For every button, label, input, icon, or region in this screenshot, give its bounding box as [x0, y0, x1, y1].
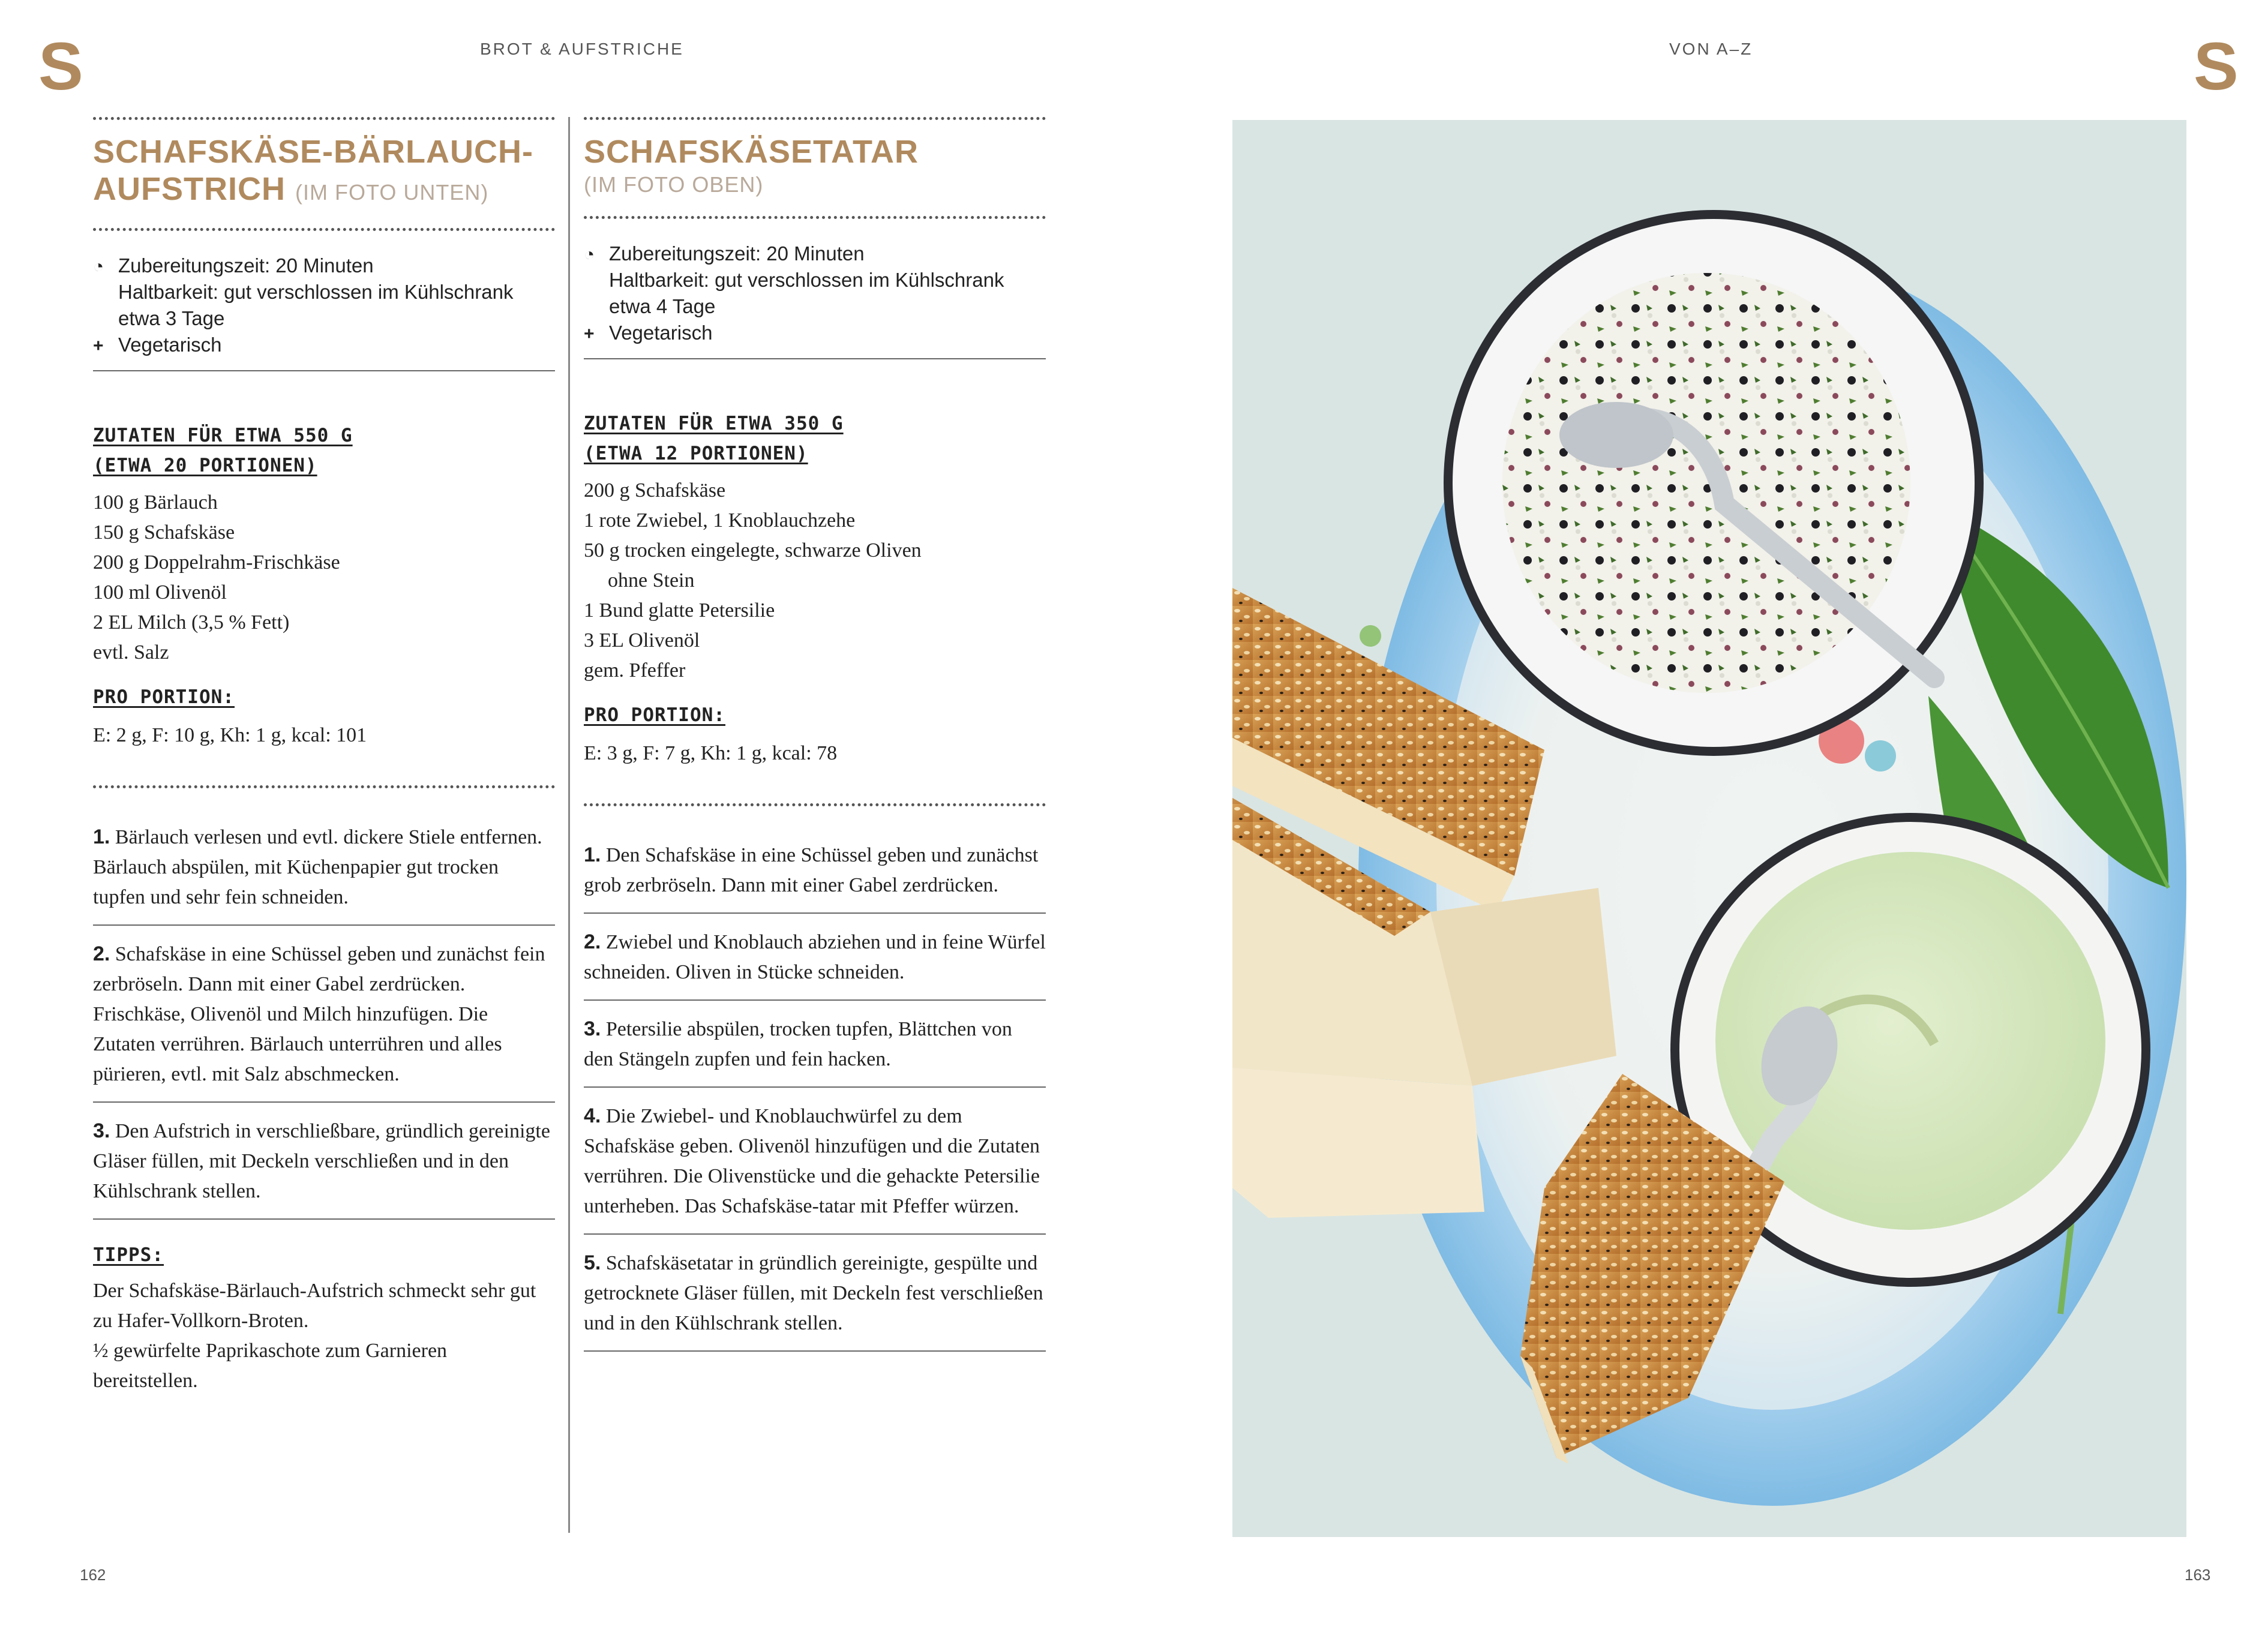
- page-number: 162: [80, 1566, 106, 1584]
- section-letter: S: [38, 29, 83, 104]
- nutrition: E: 2 g, F: 10 g, Kh: 1 g, kcal: 101: [93, 724, 367, 746]
- list-item: 100 ml Olivenöl: [93, 581, 227, 604]
- portion-heading: PRO PORTION:: [584, 704, 725, 726]
- divider-dotted: [584, 117, 1046, 120]
- food-photo-illustration: [1232, 120, 2186, 1537]
- column-separator: [568, 117, 570, 1533]
- title-note: (IM FOTO UNTEN): [295, 180, 489, 205]
- recipe-meta: ◔ Zubereitungszeit: 20 Minuten Haltbarkeit: gut verschlossen im Kühlschrank etwa 4 Tage + Vegetarisch: [584, 241, 1046, 346]
- running-head: BROT & AUFSTRICHE: [480, 40, 684, 58]
- tips-heading: TIPPS:: [93, 1244, 164, 1266]
- tips-text: Der Schafskäse-Bärlauch-Aufstrich schmeckt sehr gut zu Hafer-Vollkorn-Broten. ½ gewürfelte Paprikaschote zum Garnieren bereitstellen.: [93, 1280, 536, 1392]
- nutrition: E: 3 g, F: 7 g, Kh: 1 g, kcal: 78: [584, 742, 838, 764]
- divider-dotted: [93, 117, 555, 120]
- list-item: 3 EL Olivenöl: [584, 629, 700, 652]
- step: 2. Zwiebel und Knoblauch abziehen und in feine Würfel schneiden. Oliven in Stücke schneiden.: [584, 930, 1046, 983]
- plus-icon: +: [93, 336, 104, 356]
- divider: [584, 1350, 1046, 1352]
- section-letter: S: [2194, 29, 2239, 104]
- step: 5. Schafskäsetatar in gründlich gereinigte, gespülte und getrocknete Gläser füllen, mit Deckeln fest verschließen und in den Kühlschrank stellen.: [584, 1251, 1043, 1334]
- recipe-schafskaese-baerlauch: [93, 117, 555, 1396]
- list-item: ohne Stein: [608, 569, 695, 592]
- recipe-title: SCHAFSKÄSETATAR (IM FOTO OBEN): [584, 133, 1046, 199]
- page-number: 163: [2185, 1566, 2211, 1584]
- list-item: 200 g Schafskäse: [584, 479, 726, 502]
- list-item: 200 g Doppelrahm-Frischkäse: [93, 551, 340, 574]
- recipe-meta: ◔ Zubereitungszeit: 20 Minuten Haltbarkeit: gut verschlossen im Kühlschrank etwa 3 Tage + Vegetarisch: [93, 253, 555, 358]
- divider-dotted: [584, 216, 1046, 219]
- ingredients-heading: ZUTATEN FÜR ETWA 350 G (ETWA 12 PORTIONEN): [584, 413, 844, 464]
- recipe-title: SCHAFSKÄSE-BÄRLAUCH- AUFSTRICH (IM FOTO UNTEN): [93, 134, 533, 207]
- ingredients-heading: ZUTATEN FÜR ETWA 550 G (ETWA 20 PORTIONEN): [93, 425, 353, 476]
- divider-dotted: [93, 228, 555, 231]
- title-note: (IM FOTO OBEN): [584, 172, 764, 197]
- list-item: 2 EL Milch (3,5 % Fett): [93, 611, 290, 634]
- step: 3. Petersilie abspülen, trocken tupfen, Blättchen von den Stängeln zupfen und fein hacken.: [584, 1017, 1012, 1070]
- list-item: 1 Bund glatte Petersilie: [584, 599, 775, 622]
- list-item: 1 rote Zwiebel, 1 Knoblauchzehe: [584, 509, 856, 532]
- clock-icon: ◔: [584, 245, 595, 265]
- ingredient-list: [584, 476, 1046, 686]
- portion-heading: PRO PORTION:: [93, 686, 235, 708]
- list-item: 50 g trocken eingelegte, schwarze Oliven: [584, 539, 922, 562]
- clock-icon: ◔: [93, 257, 104, 277]
- step: 3. Den Aufstrich in verschließbare, gründlich gereinigte Gläser füllen, mit Deckeln verschließen und in den Kühlschrank stellen.: [93, 1119, 550, 1202]
- running-head: VON A–Z: [1669, 40, 1753, 58]
- list-item: 100 g Bärlauch: [93, 491, 218, 514]
- step: 4. Die Zwiebel- und Knoblauchwürfel zu dem Schafskäse geben. Olivenöl hinzufügen und die Zutaten verrühren. Die Olivenstücke und die gehackte Petersilie unterheben. Das Schafskäse-tatar mit Pfeffer würzen.: [584, 1104, 1040, 1217]
- list-item: evtl. Salz: [93, 641, 169, 664]
- step: 2. Schafskäse in eine Schüssel geben und zunächst fein zerbröseln. Dann mit einer Gabel zerdrücken. Frischkäse, Olivenöl und Milch hinzufügen. Die Zutaten verrühren. Bärlauch unterrühren und alles pürieren, evtl. mit Salz abschmecken.: [93, 942, 545, 1085]
- ingredient-list: [93, 488, 555, 668]
- food-photo: [1232, 120, 2186, 1537]
- plus-icon: +: [584, 324, 595, 344]
- recipe-schafskaesetatar: [584, 117, 1046, 1352]
- list-item: 150 g Schafskäse: [93, 521, 235, 544]
- list-item: gem. Pfeffer: [584, 659, 686, 682]
- step: 1. Bärlauch verlesen und evtl. dickere Stiele entfernen. Bärlauch abspülen, mit Küchenpapier gut trocken tupfen und sehr fein schneiden.: [93, 825, 542, 908]
- step: 1. Den Schafskäse in eine Schüssel geben und zunächst grob zerbröseln. Dann mit einer Gabel zerdrücken.: [584, 843, 1039, 896]
